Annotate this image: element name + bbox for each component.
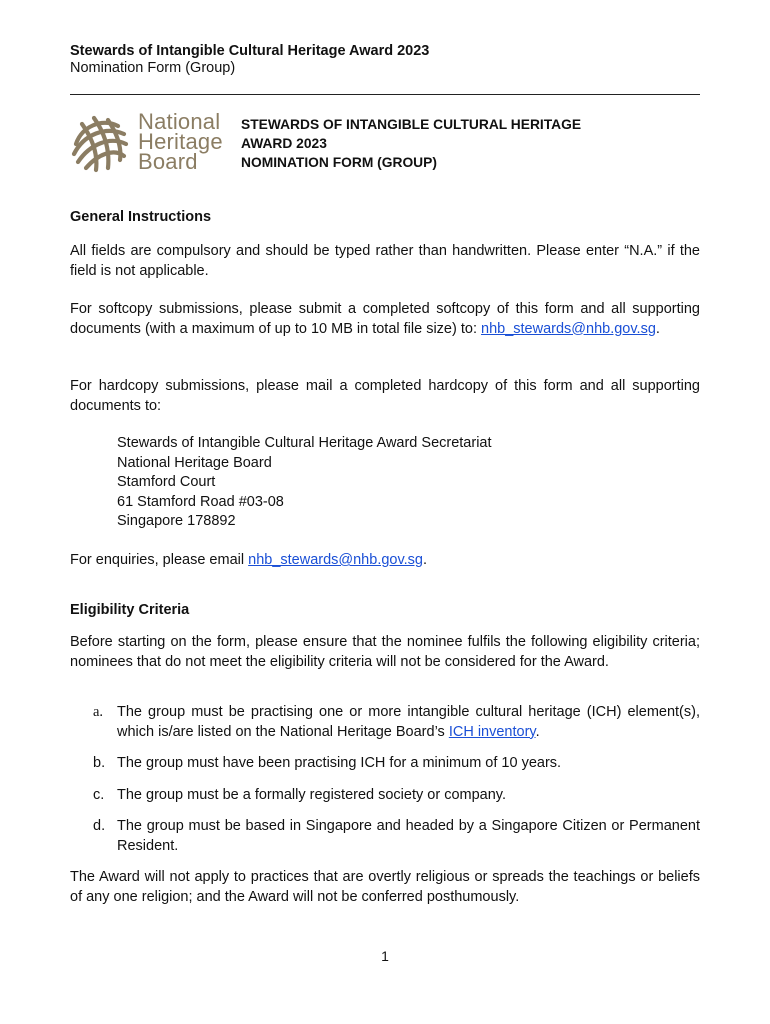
criteria-text-body: The group must be practising one or more intangible cultural heritage (ICH) element(s), which is/are listed on the National Heritage Board’s	[117, 704, 700, 740]
eligibility-heading: Eligibility Criteria	[70, 602, 190, 618]
criteria-text	[117, 703, 700, 742]
address-line: Stewards of Intangible Cultural Heritage Award Secretariat	[117, 435, 492, 451]
general-para-hardcopy: For hardcopy submissions, please mail a completed hardcopy of this form and all supporting documents to:	[70, 378, 700, 414]
form-title-line-3: NOMINATION FORM (GROUP)	[241, 155, 437, 170]
softcopy-email-link[interactable]: nhb_stewards@nhb.gov.sg	[481, 320, 656, 337]
criteria-item	[93, 703, 700, 742]
criteria-marker: a.	[93, 704, 104, 720]
mailing-address	[117, 434, 492, 532]
nhb-logo	[68, 109, 233, 174]
eligibility-intro: Before starting on the form, please ensure that the nominee fulfils the following eligibility criteria; nominees that do not meet the eligibility criteria will not be considered for the Award.	[70, 634, 700, 670]
criteria-marker: c.	[93, 787, 105, 803]
criteria-text: The group must be a formally registered society or company.	[117, 787, 506, 803]
running-header-subtitle: Nomination Form (Group)	[70, 60, 236, 76]
address-line: Singapore 178892	[117, 513, 236, 529]
criteria-period: .	[535, 723, 540, 740]
criteria-text: The group must be based in Singapore and headed by a Singapore Citizen or Permanent Resident.	[117, 818, 700, 854]
enquiry-email-link[interactable]: nhb_stewards@nhb.gov.sg	[248, 552, 423, 568]
enquiry-para	[70, 551, 700, 571]
address-line: 61 Stamford Road #03-08	[117, 493, 284, 510]
header-divider	[70, 94, 700, 95]
criteria-marker: d.	[93, 818, 106, 834]
enquiry-text: For enquiries, please email	[70, 552, 245, 568]
criteria-item	[93, 786, 700, 806]
softcopy-text: For softcopy submissions, please submit a completed softcopy of this form and all supporting documents (with a maximum of up to 10 MB in total file size) to:	[70, 301, 700, 337]
softcopy-period: .	[655, 320, 660, 337]
enquiry-period: .	[423, 552, 428, 568]
form-title-line-1: STEWARDS OF INTANGIBLE CULTURAL HERITAGE	[241, 117, 582, 132]
ich-inventory-link[interactable]: ICH inventory	[448, 723, 536, 740]
criteria-text: The group must have been practising ICH for a minimum of 10 years.	[117, 755, 562, 771]
general-para-fields: All fields are compulsory and should be typed rather than handwritten. Please enter “N.A.” if the field is not applicable.	[70, 243, 700, 279]
criteria-marker: b.	[93, 755, 106, 771]
page-number: 1	[381, 948, 389, 964]
logo-line-national: National	[138, 109, 221, 134]
criteria-item	[93, 817, 700, 856]
form-title-line-2: AWARD 2023	[241, 136, 327, 151]
criteria-item	[93, 754, 700, 774]
address-line: National Heritage Board	[117, 454, 272, 471]
form-title	[241, 115, 581, 172]
logo-line-board: Board	[138, 149, 198, 174]
general-instructions-heading: General Instructions	[70, 209, 212, 225]
general-para-softcopy	[70, 300, 700, 339]
running-header-title: Stewards of Intangible Cultural Heritage Award 2023	[70, 43, 430, 59]
woven-emblem-icon	[68, 112, 130, 174]
logo-line-heritage: Heritage	[138, 129, 223, 154]
address-line: Stamford Court	[117, 474, 216, 490]
logo-wordmark	[138, 109, 223, 174]
eligibility-closing: The Award will not apply to practices that are overtly religious or spreads the teachings or beliefs of any one religion; and the Award will not be conferred posthumously.	[70, 869, 700, 905]
